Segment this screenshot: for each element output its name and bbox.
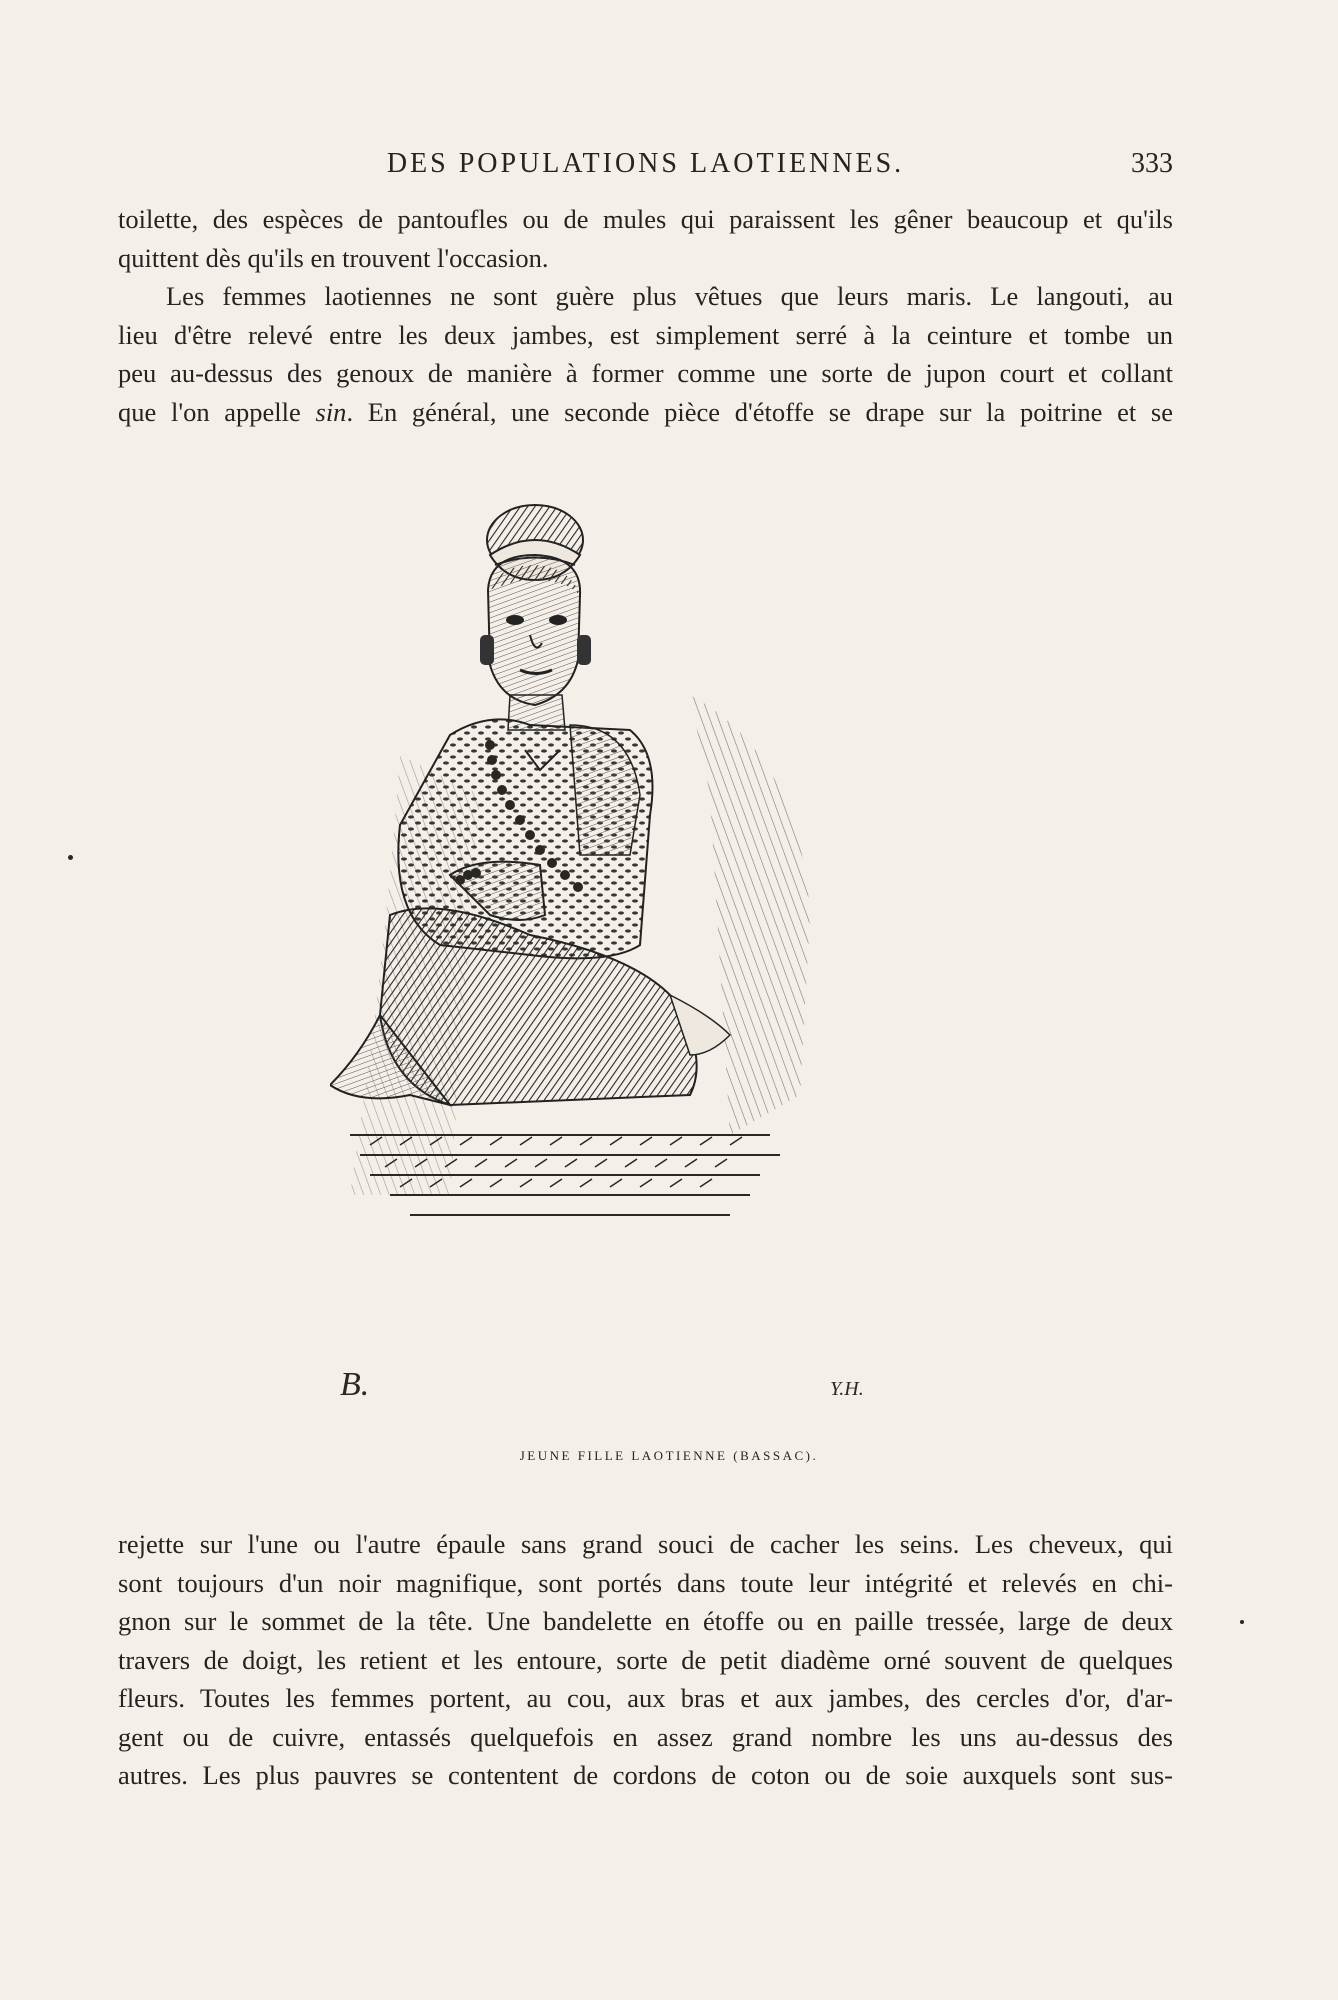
text-fragment: que l'on appelle [118,396,316,427]
text-line: travers de doigt, les retient et les entoure, sorte de petit diadème orné souvent de quelques [118,1644,1173,1675]
paragraph-top [118,200,1173,431]
signature-right: Y.H. [830,1378,864,1400]
italic-term: sin [315,396,347,427]
text-line: lieu d'être relevé entre les deux jambes, est simplement serré à la ceinture et tombe un [118,319,1173,350]
running-title: DES POPULATIONS LAOTIENNES. [386,148,905,179]
text-line: toilette, des espèces de pantoufles ou de mules qui paraissent les gêner beaucoup et qu'ils [118,204,1173,234]
margin-mark [1240,1620,1244,1624]
signature-left: B. [340,1366,370,1403]
running-head [118,148,1173,188]
margin-mark [68,855,73,860]
text-line [118,277,1173,316]
paragraph-bottom [118,1525,1173,1795]
text-fragment: . En général, une seconde pièce d'étoffe se drape sur la poitrine et se [346,396,1173,427]
text-line: sont toujours d'un noir magnifique, sont portés dans toute leur intégrité et relevés en chi- [118,1567,1173,1598]
text-line: fleurs. Toutes les femmes portent, au cou, aux bras et aux jambes, des cercles d'or, d'ar- [118,1683,1173,1713]
text-line-content: Les femmes laotiennes ne sont guère plus vêtues que leurs maris. Le langouti, au [166,281,1173,311]
page-number: 333 [1131,148,1173,179]
text-line: rejette sur l'une ou l'autre épaule sans grand souci de cacher les seins. Les cheveux, qui [118,1529,1173,1559]
engraving-illustration [330,495,930,1435]
figure-caption: JEUNE FILLE LAOTIENNE (BASSAC). [519,1448,819,1463]
text-line: autres. Les plus pauvres se contentent de cordons de coton ou de soie auxquels sont sus- [118,1760,1173,1790]
text-line: gent ou de cuivre, entassés quelquefois en assez grand nombre les uns au-dessus des [118,1721,1173,1752]
text-line: peu au-dessus des genoux de manière à former comme une sorte de jupon court et collant [118,358,1173,388]
text-line: gnon sur le sommet de la tête. Une bandelette en étoffe ou en paille tressée, large de deux [118,1606,1173,1636]
text-line [118,393,1173,432]
text-line: quittent dès qu'ils en trouvent l'occasion. [118,242,549,273]
